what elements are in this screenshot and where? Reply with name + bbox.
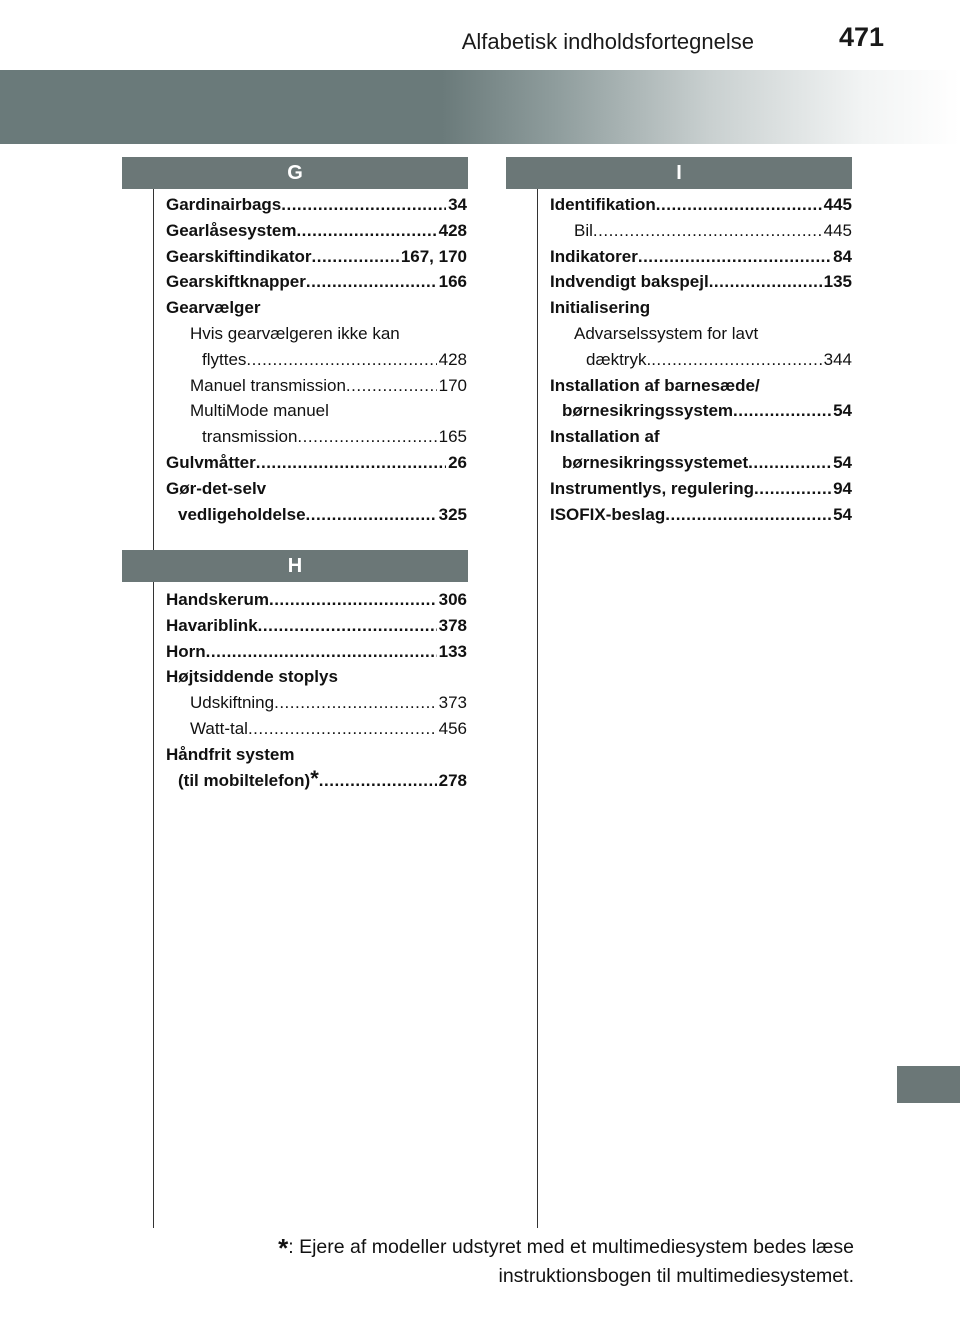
index-subentry[interactable]: dæktryk. ..... 344 xyxy=(550,347,852,373)
page-header xyxy=(0,0,960,56)
column-divider-left xyxy=(153,188,154,1228)
section-i-entries xyxy=(550,192,852,527)
index-entry-heading: Højtsiddende stoplys xyxy=(166,667,338,687)
index-entry[interactable]: Handskerum ..... 306 xyxy=(166,587,467,613)
index-entry-heading: Gearvælger xyxy=(166,298,261,318)
index-entry[interactable]: Gearskiftindikator ..... 167, 170 xyxy=(166,244,467,270)
index-entry-heading: Håndfrit system xyxy=(166,744,295,764)
index-subentry[interactable]: transmission ..... 165 xyxy=(166,424,467,450)
index-subentry[interactable]: Manuel transmission ..... 170 xyxy=(166,373,467,399)
index-subentry-heading: MultiMode manuel xyxy=(190,401,329,421)
index-entry[interactable]: (til mobiltelefon) * ..... 278 xyxy=(166,768,467,794)
header-banner xyxy=(0,70,960,144)
page-number: 471 xyxy=(838,22,884,52)
index-subentry[interactable]: Bil ..... 445 xyxy=(550,218,852,244)
index-subentry[interactable]: flyttes ..... 428 xyxy=(166,347,467,373)
header-title: Alfabetisk indholdsfortegnelse xyxy=(461,29,754,54)
section-letter-h: H xyxy=(287,555,303,577)
section-header-h xyxy=(122,550,468,582)
section-g-entries xyxy=(166,192,467,527)
index-entry-heading: Gør-det-selv xyxy=(166,478,267,498)
index-entry[interactable]: Gardinairbags ..... 34 xyxy=(166,192,467,218)
section-letter-i: I xyxy=(676,162,682,184)
footnote xyxy=(134,1233,854,1290)
index-subentry-heading: Hvis gearvælgeren ikke kan xyxy=(190,323,400,343)
section-letter-g: G xyxy=(287,162,303,184)
index-entry[interactable]: børnesikringssystemet ..... 54 xyxy=(550,450,852,476)
index-entry-heading: Installation af xyxy=(550,427,660,447)
index-subentry[interactable]: Watt-tal ..... 456 xyxy=(166,716,467,742)
index-entry[interactable]: Gulvmåtter ..... 26 xyxy=(166,450,467,476)
index-subentry[interactable]: Udskiftning ..... 373 xyxy=(166,690,467,716)
footnote-line-2: instruktionsbogen til multimediesystemet. xyxy=(498,1265,854,1287)
section-h-entries xyxy=(166,587,467,793)
index-entry[interactable]: ISOFIX-beslag ..... 54 xyxy=(550,502,852,528)
index-entry-heading: Initialisering xyxy=(550,298,651,318)
footnote-marker: * xyxy=(278,1233,289,1263)
index-entry[interactable]: vedligeholdelse ..... 325 xyxy=(166,502,467,528)
index-entry[interactable]: Identifikation ..... 445 xyxy=(550,192,852,218)
index-entry[interactable]: Gearlåsesystem ..... 428 xyxy=(166,218,467,244)
index-subentry-heading: Advarselssystem for lavt xyxy=(574,323,759,343)
index-entry[interactable]: Indvendigt bakspejl ..... 135 xyxy=(550,269,852,295)
index-entry-heading: Installation af barnesæde/ xyxy=(550,375,760,395)
section-header-i xyxy=(506,157,852,189)
index-entry[interactable]: Gearskiftknapper ..... 166 xyxy=(166,269,467,295)
index-entry[interactable]: børnesikringssystem ..... 54 xyxy=(550,398,852,424)
index-entry[interactable]: Instrumentlys, regulering ..... 94 xyxy=(550,476,852,502)
section-header-g xyxy=(122,157,468,189)
footnote-line-1: : Ejere af modeller udstyret med et multimediesystem bedes læse xyxy=(288,1236,854,1258)
index-entry[interactable]: Horn ..... 133 xyxy=(166,639,467,665)
index-entry[interactable]: Indikatorer ..... 84 xyxy=(550,244,852,270)
index-entry[interactable]: Havariblink ..... 378 xyxy=(166,613,467,639)
column-divider-right xyxy=(537,188,538,1228)
chapter-thumb-tab xyxy=(897,1066,960,1103)
